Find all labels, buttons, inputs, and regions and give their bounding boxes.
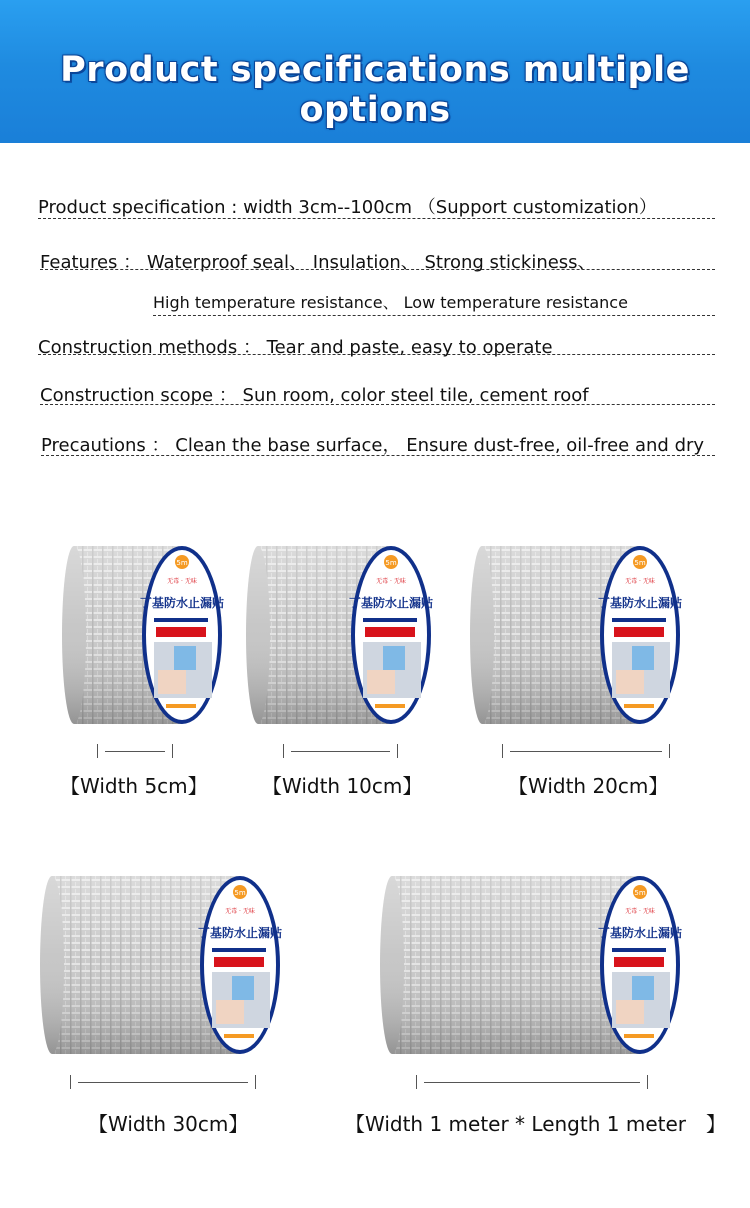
title-banner xyxy=(0,0,750,143)
product-caption-20cm: 【Width 20cm】 xyxy=(508,774,669,798)
svg-text:丁基防水止漏贴: 丁基防水止漏贴 xyxy=(139,596,224,610)
product-caption-30cm: 【Width 30cm】 xyxy=(88,1112,249,1136)
svg-text:无毒 · 无味: 无毒 · 无味 xyxy=(167,578,197,585)
tape-roll-image xyxy=(40,872,282,1058)
spec-precautions: Precautions ： Clean the base surface， Ensure dust-free, oil-free and dry xyxy=(41,435,705,456)
svg-text:无毒 · 无味: 无毒 · 无味 xyxy=(376,578,406,585)
tape-roll-image xyxy=(380,872,682,1058)
tape-roll-image xyxy=(470,542,682,728)
svg-text:无毒 · 无味: 无毒 · 无味 xyxy=(625,578,655,585)
svg-text:5m: 5m xyxy=(634,889,646,897)
svg-text:5m: 5m xyxy=(634,559,646,567)
svg-text:5m: 5m xyxy=(385,559,397,567)
svg-text:丁基防水止漏贴: 丁基防水止漏贴 xyxy=(597,926,682,940)
divider xyxy=(41,455,715,456)
width-dimension-marker xyxy=(70,1075,256,1089)
banner-title: Product specifications multiple options xyxy=(60,50,690,130)
svg-text:丁基防水止漏贴: 丁基防水止漏贴 xyxy=(348,596,433,610)
svg-text:丁基防水止漏贴: 丁基防水止漏贴 xyxy=(597,596,682,610)
product-caption-5cm: 【Width 5cm】 xyxy=(60,774,208,798)
width-dimension-marker xyxy=(502,744,670,758)
spec-features: Features ： Waterproof seal、 Insulation、 Strong stickiness、 xyxy=(40,252,596,273)
tape-roll-image xyxy=(246,542,433,728)
tape-roll-image xyxy=(62,542,224,728)
svg-text:无毒 · 无味: 无毒 · 无味 xyxy=(625,908,655,915)
svg-text:丁基防水止漏贴: 丁基防水止漏贴 xyxy=(197,926,282,940)
spec-product-specification: Product specification : width 3cm--100cm （Support customization） xyxy=(38,197,657,218)
svg-text:5m: 5m xyxy=(176,559,188,567)
divider xyxy=(38,354,715,355)
svg-text:5m: 5m xyxy=(234,889,246,897)
divider xyxy=(153,315,715,316)
width-dimension-marker xyxy=(283,744,398,758)
divider xyxy=(38,218,715,219)
width-dimension-marker xyxy=(416,1075,648,1089)
svg-text:无毒 · 无味: 无毒 · 无味 xyxy=(225,908,255,915)
product-caption-10cm: 【Width 10cm】 xyxy=(262,774,423,798)
width-dimension-marker xyxy=(97,744,173,758)
spec-construction-scope: Construction scope ： Sun room, color steel tile, cement roof xyxy=(40,385,589,406)
spec-construction-methods: Construction methods ： Tear and paste, easy to operate xyxy=(38,337,553,358)
spec-features-continued: High temperature resistance、 Low temperature resistance xyxy=(153,293,628,312)
product-caption-1-meter: 【Width 1 meter * Length 1 meter 】 xyxy=(345,1112,726,1136)
divider xyxy=(40,404,715,405)
divider xyxy=(40,269,715,270)
